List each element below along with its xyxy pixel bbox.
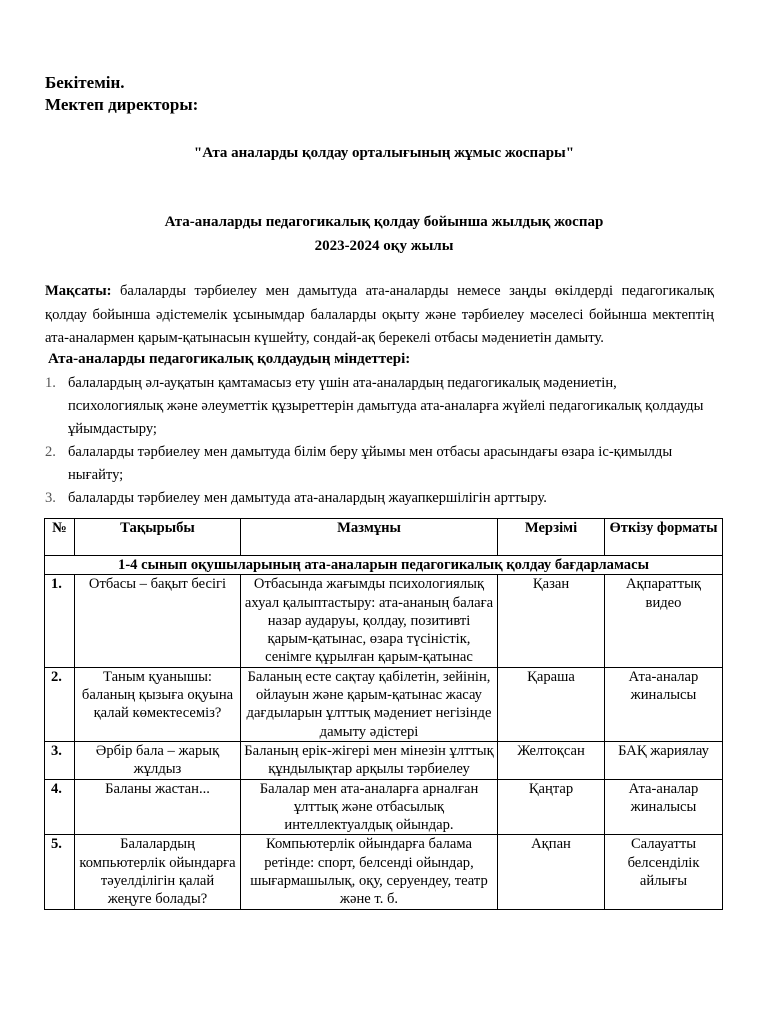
row-term: Қараша xyxy=(498,667,605,741)
plan-table xyxy=(44,518,723,910)
table-row xyxy=(45,835,723,909)
list-text: балаларды тәрбиелеу мен дамытуда білім беру ұйымы мен отбасы арасындағы өзара іс-қимылды нығайту; xyxy=(68,444,673,483)
row-term: Ақпан xyxy=(498,835,605,909)
row-format: БАҚ жариялау xyxy=(605,741,723,779)
table-row xyxy=(45,575,723,667)
director-line: Мектеп директоры: xyxy=(45,95,199,114)
table-row xyxy=(45,741,723,779)
goal-label: Мақсаты: xyxy=(45,283,112,299)
list-text: балалардың әл-ауқатын қамтамасыз ету үшін ата-аналардың педагогикалық мәдениетін, психологиялық және әлеуметтік құзыреттерін дамытуда ата-аналарға жүйелі педагогикалық қолдауды ұйымдастыру; xyxy=(68,375,704,437)
row-format: Салауатты белсенділік айлығы xyxy=(605,835,723,909)
column-header: Мазмұны xyxy=(241,519,498,556)
goal-text: балаларды тәрбиелеу мен дамытуда ата-аналарды немесе заңды өкілдерді педагогикалық қолдау бойынша әдістемелік ұсынымдар балаларды оқыту және тәрбиелеу мәселесі бойынша мектептің ата-аналармен қарым-қатынасын күшейту, сондай-ақ берекелі отбасы мәдениетін дамыту. xyxy=(45,283,714,346)
row-number: 2. xyxy=(45,667,75,741)
row-term: Қазан xyxy=(498,575,605,667)
column-header: Өткізу форматы xyxy=(605,519,723,556)
list-number: 3. xyxy=(45,490,56,506)
list-item xyxy=(45,487,715,510)
row-format: Ата-аналар жиналысы xyxy=(605,667,723,741)
document-title: "Ата аналарды қолдау орталығының жұмыс жоспары" xyxy=(193,145,575,161)
row-content: Баланың ерік-жігері мен мінезін ұлттық құндылықтар арқылы тәрбиелеу xyxy=(241,741,498,779)
row-topic: Әрбір бала – жарық жұлдыз xyxy=(75,741,241,779)
row-topic: Балалардың компьютерлік ойындарға тәуелділігін қалай жеңуге болады? xyxy=(75,835,241,909)
section-title: 1-4 сынып оқушыларының ата-аналарын педагогикалық қолдау бағдарламасы xyxy=(45,556,723,575)
list-text: балаларды тәрбиелеу мен дамытуда ата-аналардың жауапкершілігін арттыру. xyxy=(68,490,547,506)
tasks-heading: Ата-аналарды педагогикалық қолдаудың міндеттері: xyxy=(48,351,411,367)
row-number: 5. xyxy=(45,835,75,909)
approval-block xyxy=(45,72,198,116)
table-row xyxy=(45,779,723,835)
column-header: Тақырыбы xyxy=(75,519,241,556)
plan-title xyxy=(0,210,768,258)
goal-paragraph xyxy=(45,280,714,351)
column-header: № xyxy=(45,519,75,556)
table-header-row xyxy=(45,519,723,556)
row-content: Баланың есте сақтау қабілетін, зейінін, ойлауын және қарым-қатынас жасау дағдыларын ұлттық мәдениет негізінде дамыту әдістері xyxy=(241,667,498,741)
list-number: 1. xyxy=(45,375,56,391)
table-row xyxy=(45,667,723,741)
row-number: 1. xyxy=(45,575,75,667)
row-topic: Баланы жастан... xyxy=(75,779,241,835)
column-header: Мерзімі xyxy=(498,519,605,556)
row-term: Қаңтар xyxy=(498,779,605,835)
section-row xyxy=(45,556,723,575)
row-format: Ақпараттық видео xyxy=(605,575,723,667)
approve-line: Бекітемін. xyxy=(45,73,125,92)
plan-title-line: Ата-аналарды педагогикалық қолдау бойынша жылдық жоспар xyxy=(164,214,604,230)
row-topic: Отбасы – бақыт бесігі xyxy=(75,575,241,667)
row-content: Отбасында жағымды психологиялық ахуал қалыптастыру: ата-ананың балаға назар аударуы, қолдау, позитивті қарым-қатынас, өзара түсіністік, сенімге құрылған қарым-қатынас xyxy=(241,575,498,667)
row-format: Ата-аналар жиналысы xyxy=(605,779,723,835)
row-number: 4. xyxy=(45,779,75,835)
row-content: Балалар мен ата-аналарға арналған ұлттық және отбасылық интеллектуалдық ойындар. xyxy=(241,779,498,835)
academic-year: 2023-2024 оқу жылы xyxy=(314,238,454,254)
row-number: 3. xyxy=(45,741,75,779)
row-term: Желтоқсан xyxy=(498,741,605,779)
row-content: Компьютерлік ойындарға балама ретінде: спорт, белсенді ойындар, шығармашылық, оқу, серуендеу, театр және т. б. xyxy=(241,835,498,909)
tasks-list xyxy=(45,372,715,510)
list-item xyxy=(45,372,715,441)
row-topic: Таным қуанышы: баланың қызыға оқуына қалай көмектесеміз? xyxy=(75,667,241,741)
list-item xyxy=(45,441,715,487)
list-number: 2. xyxy=(45,444,56,460)
